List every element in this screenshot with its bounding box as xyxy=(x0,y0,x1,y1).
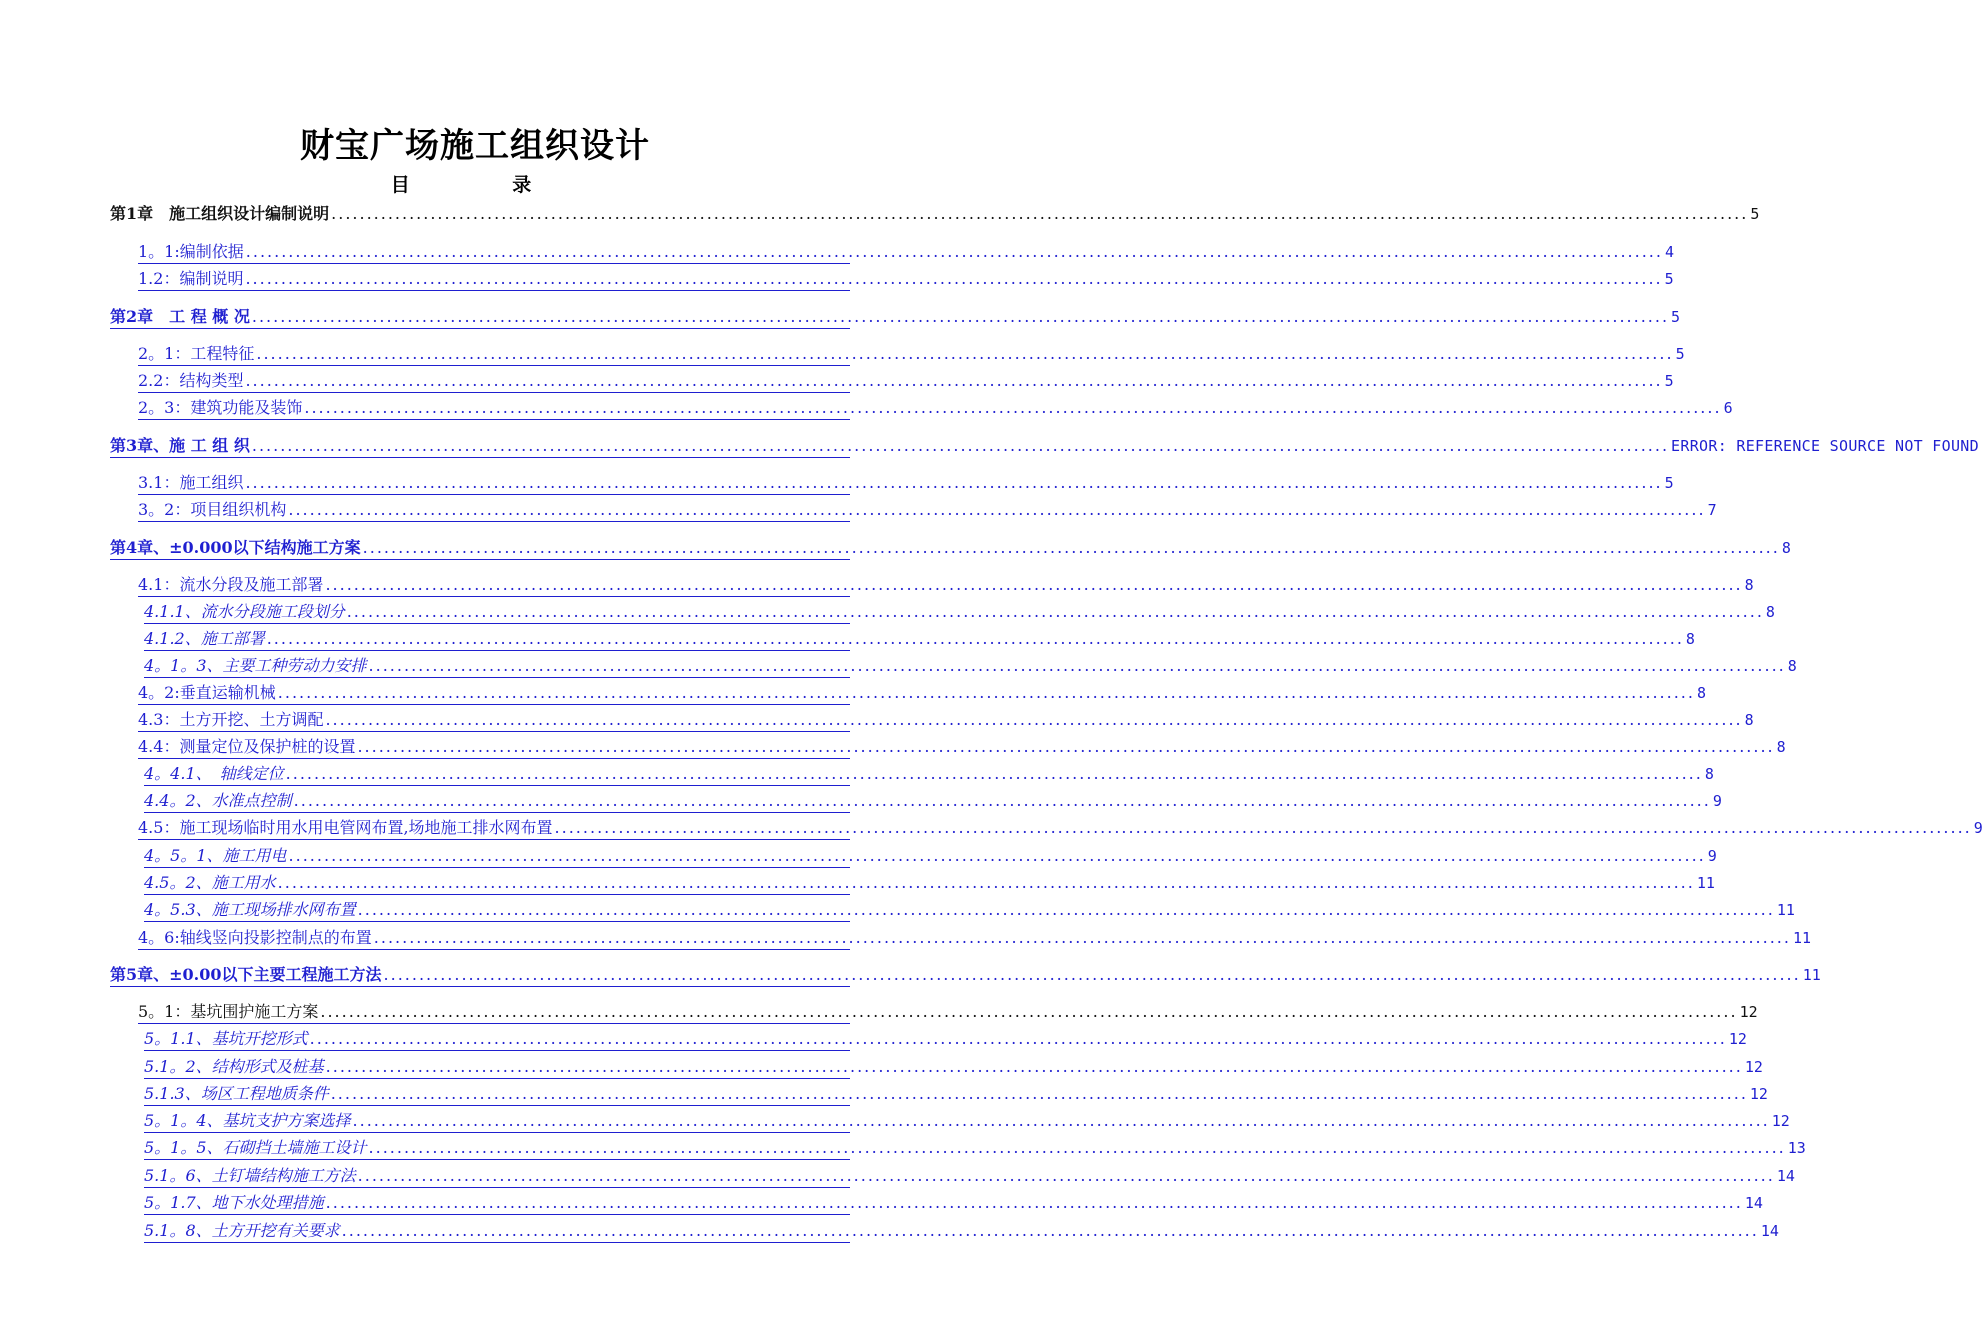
toc-dot-leader: ........................................................................................................................................................................................................ xyxy=(357,1166,1775,1185)
toc-dot-leader: ........................................................................................................................................................................................................ xyxy=(325,710,1743,729)
toc-dot-leader: ........................................................................................................................................................................................................ xyxy=(352,1111,1770,1130)
toc-entry-label: 第1章 施工组织设计编制说明 xyxy=(110,204,330,223)
toc-entry-label: 4.3：土方开挖、土方调配 xyxy=(138,710,324,729)
toc-entry[interactable] xyxy=(144,1193,1763,1215)
toc-entry[interactable] xyxy=(138,818,1983,840)
toc-entry[interactable] xyxy=(138,575,1754,597)
toc-entry-page: 7 xyxy=(1707,501,1717,519)
toc-entry-label: 5.1。8、土方开挖有关要求 xyxy=(144,1221,340,1240)
toc-dot-leader: ........................................................................................................................................................................................................ xyxy=(357,900,1775,919)
toc-entry-page: 14 xyxy=(1744,1194,1763,1212)
toc-entry-page: 9 xyxy=(1707,847,1717,865)
toc-entry-page: 8 xyxy=(1787,657,1797,675)
toc-entry-label: 5。1。4、基坑支护方案选择 xyxy=(144,1111,351,1130)
toc-entry-page: ERROR: REFERENCE SOURCE NOT FOUND xyxy=(1671,437,1979,455)
toc-entry-label: 1.2：编制说明 xyxy=(138,269,244,288)
toc-entry[interactable] xyxy=(144,1029,1747,1051)
toc-entry-page: 5 xyxy=(1664,474,1674,492)
toc-dot-leader: ........................................................................................................................................................................................................ xyxy=(245,473,1663,492)
toc-entry-label: 4。2:垂直运输机械 xyxy=(138,683,276,702)
toc-entry-page: 8 xyxy=(1781,539,1791,557)
toc-dot-leader: ........................................................................................................................................................................................................ xyxy=(245,371,1663,390)
toc-dot-leader: ........................................................................................................................................................................................................ xyxy=(293,791,1711,810)
toc-entry-label: 2.2：结构类型 xyxy=(138,371,244,390)
toc-entry[interactable] xyxy=(144,1138,1806,1160)
toc-entry-page: 12 xyxy=(1728,1030,1747,1048)
toc-entry[interactable] xyxy=(144,1111,1790,1133)
toc-entry-page: 5 xyxy=(1750,205,1760,223)
toc-entry-label: 4。5.3、施工现场排水网布置 xyxy=(144,900,356,919)
toc-entry[interactable] xyxy=(110,965,1821,987)
toc-entry[interactable] xyxy=(138,1002,1758,1024)
toc-entry[interactable] xyxy=(144,764,1714,786)
toc-entry-label: 5.1.3、场区工程地质条件 xyxy=(144,1084,329,1103)
toc-entry[interactable] xyxy=(138,242,1674,264)
toc-entry-label: 第4章、±0.000以下结构施工方案 xyxy=(110,538,361,557)
toc-entry[interactable] xyxy=(110,538,1791,560)
document-title: 财宝广场施工组织设计 xyxy=(300,126,650,166)
toc-entry-label: 3.1：施工组织 xyxy=(138,473,244,492)
toc-entry-label: 4。5。1、施工用电 xyxy=(144,846,287,865)
toc-entry-page: 5 xyxy=(1675,345,1685,363)
toc-entry-page: 11 xyxy=(1776,901,1795,919)
toc-entry-label: 4。6:轴线竖向投影控制点的布置 xyxy=(138,928,372,947)
toc-entry-label: 5。1：基坑围护施工方案 xyxy=(138,1002,319,1021)
toc-entry[interactable] xyxy=(144,1221,1779,1243)
toc-entry-label: 2。1：工程特征 xyxy=(138,344,255,363)
toc-entry-page: 8 xyxy=(1776,738,1786,756)
toc-dot-leader: ........................................................................................................................................................................................................ xyxy=(251,436,1670,455)
toc-entry-page: 13 xyxy=(1787,1139,1806,1157)
toc-entry-page: 5 xyxy=(1671,308,1681,326)
toc-entry-label: 5。1.1、基坑开挖形式 xyxy=(144,1029,308,1048)
toc-entry-page: 14 xyxy=(1760,1222,1779,1240)
toc-entry-page: 12 xyxy=(1739,1003,1758,1021)
toc-entry-page: 14 xyxy=(1776,1167,1795,1185)
toc-entry-label: 3。2：项目组织机构 xyxy=(138,500,287,519)
toc-entry[interactable] xyxy=(144,846,1717,868)
toc-entry[interactable] xyxy=(144,602,1775,624)
toc-dot-leader: ........................................................................................................................................................................................................ xyxy=(256,344,1674,363)
toc-entry-page: 9 xyxy=(1712,792,1722,810)
toc-entry-page: 11 xyxy=(1696,874,1715,892)
toc-entry[interactable] xyxy=(138,344,1685,366)
toc-entry-label: 5.1。6、土钉墙结构施工方法 xyxy=(144,1166,356,1185)
toc-dot-leader: ........................................................................................................................................................................................................ xyxy=(357,737,1775,756)
toc-heading: 目 录 xyxy=(390,174,560,196)
toc-entry-label: 4。4.1、 轴线定位 xyxy=(144,764,284,783)
toc-dot-leader: ........................................................................................................................................................................................................ xyxy=(330,1084,1748,1103)
toc-dot-leader: ........................................................................................................................................................................................................ xyxy=(266,629,1684,648)
toc-entry-label: 4.1.2、施工部署 xyxy=(144,629,265,648)
toc-entry[interactable] xyxy=(138,398,1733,420)
toc-entry[interactable] xyxy=(138,269,1674,291)
toc-entry[interactable] xyxy=(138,737,1786,759)
toc-entry[interactable] xyxy=(144,900,1795,922)
toc-entry[interactable] xyxy=(144,1057,1763,1079)
toc-entry-label: 4.4。2、水准点控制 xyxy=(144,791,292,810)
toc-entry-page: 8 xyxy=(1685,630,1695,648)
toc-entry-label: 4.4：测量定位及保护桩的设置 xyxy=(138,737,356,756)
toc-entry[interactable] xyxy=(138,928,1812,950)
toc-dot-leader: ........................................................................................................................................................................................................ xyxy=(277,683,1695,702)
toc-entry-label: 4。1。3、主要工种劳动力安排 xyxy=(144,656,367,675)
toc-entry-label: 第3章、施 工 组 织 xyxy=(110,436,250,455)
toc-dot-leader: ........................................................................................................................................................................................................ xyxy=(368,656,1786,675)
toc-dot-leader: ........................................................................................................................................................................................................ xyxy=(277,873,1695,892)
toc-entry-label: 4.5。2、施工用水 xyxy=(144,873,276,892)
toc-entry[interactable] xyxy=(110,307,1681,329)
toc-dot-leader: ........................................................................................................................................................................................................ xyxy=(346,602,1764,621)
toc-entry[interactable] xyxy=(144,791,1722,813)
toc-dot-leader: ........................................................................................................................................................................................................ xyxy=(373,928,1791,947)
toc-entry-label: 5.1。2、结构形式及桩基 xyxy=(144,1057,324,1076)
toc-entry[interactable] xyxy=(144,1166,1795,1188)
toc-entry-label: 第5章、±0.00以下主要工程施工方法 xyxy=(110,965,382,984)
toc-entry-page: 8 xyxy=(1744,576,1754,594)
toc-dot-leader: ........................................................................................................................................................................................................ xyxy=(288,500,1706,519)
toc-entry[interactable] xyxy=(138,473,1674,495)
toc-entry[interactable] xyxy=(138,371,1674,393)
toc-entry-page: 8 xyxy=(1765,603,1775,621)
toc-dot-leader: ........................................................................................................................................................................................................ xyxy=(304,398,1722,417)
toc-dot-leader: ........................................................................................................................................................................................................ xyxy=(285,764,1703,783)
toc-dot-leader: ........................................................................................................................................................................................................ xyxy=(251,307,1670,326)
toc-entry[interactable] xyxy=(110,436,1979,458)
toc-dot-leader: ........................................................................................................................................................................................................ xyxy=(331,204,1749,223)
toc-dot-leader: ........................................................................................................................................................................................................ xyxy=(368,1138,1786,1157)
toc-dot-leader: ........................................................................................................................................................................................................ xyxy=(362,538,1780,557)
toc-entry-page: 8 xyxy=(1744,711,1754,729)
toc-entry[interactable] xyxy=(138,683,1706,705)
toc-entry[interactable] xyxy=(138,500,1717,522)
toc-entry-label: 5。1。5、石砌挡土墙施工设计 xyxy=(144,1138,367,1157)
toc-entry-page: 11 xyxy=(1802,966,1821,984)
toc-dot-leader: ........................................................................................................................................................................................................ xyxy=(320,1002,1738,1021)
toc-dot-leader: ........................................................................................................................................................................................................ xyxy=(383,965,1801,984)
toc-entry-page: 11 xyxy=(1792,929,1812,947)
toc-entry-label: 4.5：施工现场临时用水用电管网布置,场地施工排水网布置 xyxy=(138,818,553,837)
toc-entry-page: 12 xyxy=(1749,1085,1768,1103)
toc-entry xyxy=(110,204,1760,226)
toc-entry-label: 1。1:编制依据 xyxy=(138,242,244,261)
toc-entry-label: 2。3：建筑功能及装饰 xyxy=(138,398,303,417)
toc-dot-leader: ........................................................................................................................................................................................................ xyxy=(288,846,1706,865)
toc-entry-page: 5 xyxy=(1664,372,1674,390)
toc-entry-page: 6 xyxy=(1723,399,1733,417)
toc-entry[interactable] xyxy=(144,1084,1768,1106)
toc-dot-leader: ........................................................................................................................................................................................................ xyxy=(325,1193,1743,1212)
toc-dot-leader: ........................................................................................................................................................................................................ xyxy=(554,818,1972,837)
toc-entry[interactable] xyxy=(144,629,1695,651)
toc-entry[interactable] xyxy=(144,873,1715,895)
toc-entry-label: 第2章 工 程 概 况 xyxy=(110,307,250,326)
toc-entry-page: 8 xyxy=(1704,765,1714,783)
toc-entry-label: 4.1：流水分段及施工部署 xyxy=(138,575,324,594)
toc-entry-page: 8 xyxy=(1696,684,1706,702)
toc-entry-label: 4.1.1、流水分段施工段划分 xyxy=(144,602,345,621)
toc-entry-page: 4 xyxy=(1664,243,1674,261)
toc-dot-leader: ........................................................................................................................................................................................................ xyxy=(245,269,1663,288)
toc-dot-leader: ........................................................................................................................................................................................................ xyxy=(309,1029,1727,1048)
toc-entry[interactable] xyxy=(144,656,1797,678)
toc-entry-page: 12 xyxy=(1744,1058,1763,1076)
toc-dot-leader: ........................................................................................................................................................................................................ xyxy=(245,242,1663,261)
toc-entry-label: 5。1.7、地下水处理措施 xyxy=(144,1193,324,1212)
toc-dot-leader: ........................................................................................................................................................................................................ xyxy=(325,1057,1743,1076)
toc-entry-page: 12 xyxy=(1771,1112,1790,1130)
toc-dot-leader: ........................................................................................................................................................................................................ xyxy=(325,575,1743,594)
toc-entry[interactable] xyxy=(138,710,1754,732)
toc-entry-page: 5 xyxy=(1664,270,1674,288)
toc-entry-page: 9 xyxy=(1973,819,1983,837)
toc-dot-leader: ........................................................................................................................................................................................................ xyxy=(341,1221,1759,1240)
